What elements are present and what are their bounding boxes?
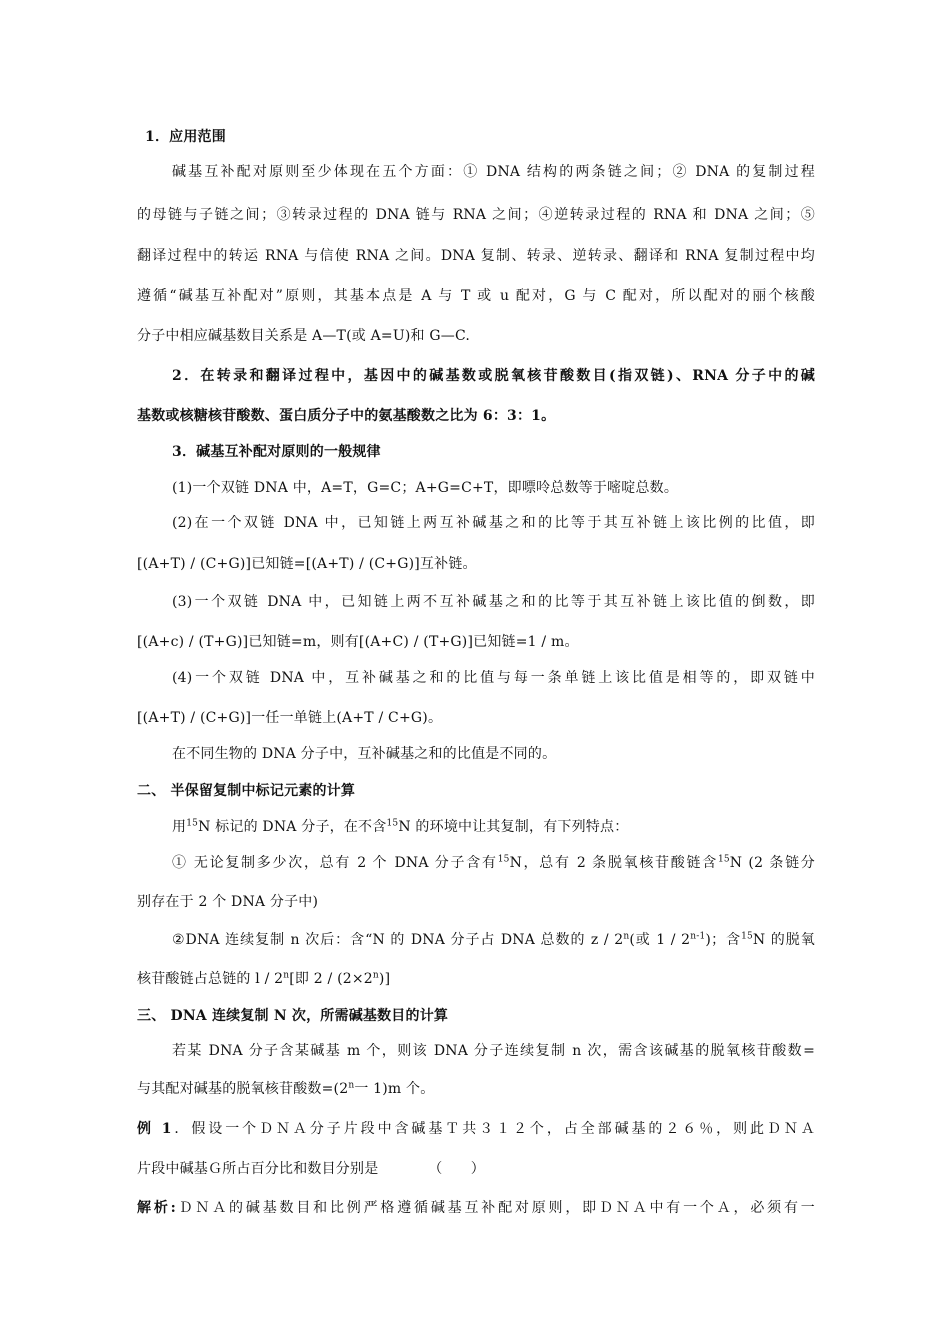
rule-2: (2)在一个双链 DNA 中，已知链上两互补碱基之和的比等于其互补链上该比例的比值，即 <box>172 515 815 531</box>
heading-1: 1．应用范围 <box>145 129 226 145</box>
para-line: 在不同生物的 DNA 分子中，互补碱基之和的比值是不同的。 <box>172 746 557 762</box>
heading-2: 2．在转录和翻译过程中，基因中的碱基数或脱氧核苷酸数目(指双链)、RNA 分子中的碱 <box>172 368 815 384</box>
para-line: 别存在于 2 个 DNA 分子中) <box>137 894 319 910</box>
analysis: 解析:ＤＮＡ的碱基数目和比例严格遵循碱基互补配对原则，即ＤＮＡ中有一个Ａ，必须有一 <box>137 1200 815 1216</box>
rule-4: (4)一个双链 DNA 中，互补碱基之和的比值与每一条单链上该比值是相等的，即双链中 <box>172 670 815 686</box>
para-line: 翻译过程中的转运 RNA 与信使 RNA 之间。DNA 复制、转录、逆转录、翻译和 RNA 复制过程中均 <box>137 248 815 264</box>
para-line: 核苷酸链占总链的 l / 2$^n$[即 $2 / (2\times 2^n)$] <box>137 970 391 987</box>
heading-3: 3．碱基互补配对原则的一般规律 <box>172 444 381 460</box>
rule-1: (1)一个双链 DNA 中，A=T，G=C；A+G=C+T，即嘌呤总数等于嘧啶总数。 <box>172 480 679 496</box>
para-line: 用$^{15}$N 标记的 DNA 分子，在不含$^{15}$N 的环境中让其复制，有下列特点： <box>172 818 629 835</box>
para-line: ① 无论复制多少次，总有 2 个 DNA 分子含有$^{15}$N，总有 2 条脱氧核苷酸链含$^{15}$N (2 条链分 <box>172 854 816 871</box>
example-1: 例 1．假设一个ＤＮＡ分子片段中含碱基Ｔ共３１２个，占全部碱基的２６％，则此ＤＮＡ <box>137 1121 815 1137</box>
rule-3-cont: [(A+c) / (T+G)]已知链=m，则有[(A+C) / (T+G)]已知链=1 / m。 <box>137 634 579 650</box>
para-line: 碱基互补配对原则至少体现在五个方面：① DNA 结构的两条链之间；② DNA 的复制过程 <box>172 164 815 180</box>
rule-3: (3)一个双链 DNA 中，已知链上两不互补碱基之和的比等于其互补链上该比值的倒数，即 <box>172 594 815 610</box>
section-3-heading: 三、 DNA 连续复制 N 次，所需碱基数目的计算 <box>137 1008 449 1024</box>
para-line: 与其配对碱基的脱氧核苷酸数$=(2^n$一 1)m 个。 <box>137 1080 435 1097</box>
para-line: 遵循“碱基互补配对”原则，其基本点是 A 与 T 或 u 配对，G 与 C 配对，所以配对的丽个核酸 <box>137 288 815 304</box>
para-line: ②DNA 连续复制 n 次后：含“N 的 DNA 分子占 DNA 总数的 z / 2$^n$(或 1 / 2$^{n-1}$)；含$^{15}$N 的脱氧 <box>172 931 815 948</box>
para-line: 分子中相应碱基数目关系是 A—T(或 A=U)和 G—C. <box>137 328 471 344</box>
example-1-cont: 片段中碱基Ｇ所占百分比和数目分别是 （ ） <box>137 1161 485 1177</box>
section-2-heading: 二、 半保留复制中标记元素的计算 <box>137 783 356 799</box>
para-line: 的母链与子链之间；③转录过程的 DNA 链与 RNA 之间；④逆转录过程的 RNA 和 DNA 之间；⑤ <box>137 207 815 223</box>
rule-2-cont: [(A+T) / (C+G)]已知链=[(A+T) / (C+G)]互补链。 <box>137 556 477 572</box>
para-line: 若某 DNA 分子含某碱基 m 个，则该 DNA 分子连续复制 n 次，需含该碱基的脱氧核苷酸数= <box>172 1043 815 1059</box>
heading-2-cont: 基数或核糖核苷酸数、蛋白质分子中的氨基酸数之比为 6：3：1。 <box>137 408 556 424</box>
rule-4-cont: [(A+T) / (C+G)]一任一单链上(A+T / C+G)。 <box>137 710 443 726</box>
